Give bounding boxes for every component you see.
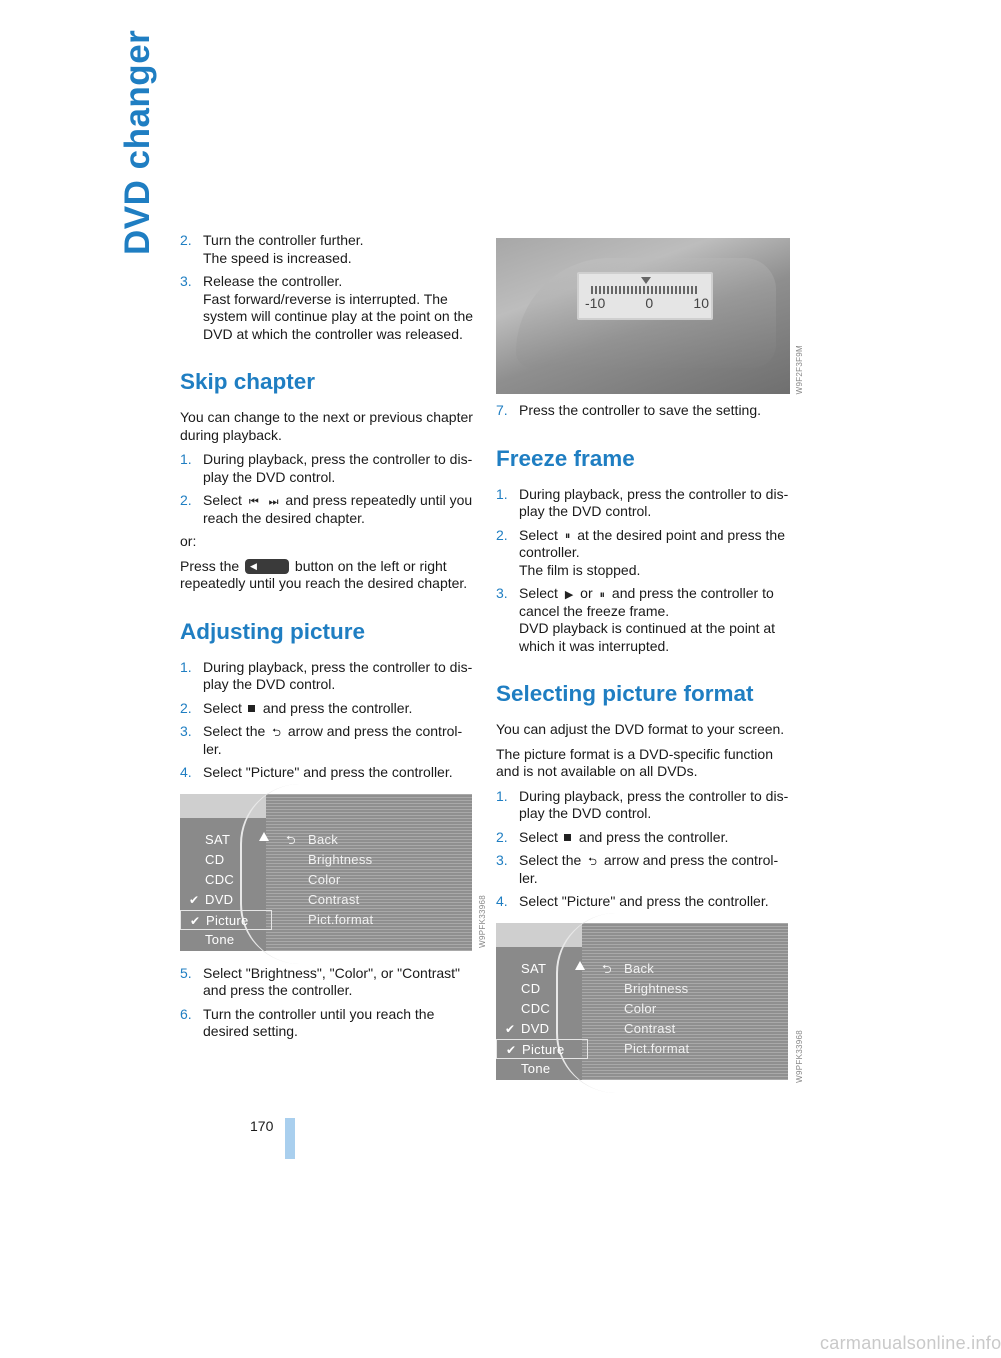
step-number: 6.	[180, 1005, 192, 1022]
step-number: 2.	[180, 699, 192, 716]
image-code-3: W9PFK33968	[795, 1030, 804, 1083]
check-icon: ✔	[505, 1021, 516, 1036]
step-text: Select "Brightness", "Color", or "Contrast" and press the controller.	[203, 964, 461, 998]
page-number-bar	[285, 1118, 295, 1159]
step-number: 7.	[496, 402, 508, 418]
gauge-pointer-icon	[641, 277, 651, 284]
step-text: During playback, press the controller to dis-play the DVD control.	[519, 787, 789, 821]
menu-source-item-dvd	[180, 890, 266, 910]
gauge-max-label: 10	[693, 295, 709, 311]
picture-format-heading: Selecting picture format	[496, 681, 754, 706]
skip-intro: You can change to the next or previous chapter during playback.	[180, 409, 473, 443]
format-intro-2: The picture format is a DVD-specific function and is not available on all DVDs.	[496, 745, 773, 779]
step-number: 2.	[496, 526, 508, 543]
menu-option: Pict.format	[308, 911, 374, 927]
step-text-post: at the desired point and press the controller.	[519, 526, 786, 560]
step-text-pre: Select	[519, 585, 558, 601]
step-number: 1.	[180, 658, 192, 675]
adjust-step-7	[496, 402, 792, 420]
back-arrow-icon: ⮌	[602, 961, 612, 976]
step-text-pre: Select	[519, 828, 558, 845]
menu-source-list	[180, 830, 266, 950]
menu-option-label: Back	[308, 831, 339, 847]
menu-source-list	[496, 959, 582, 1079]
step-text-pre: Select	[519, 526, 558, 543]
menu-option: Brightness	[308, 851, 373, 867]
skip-button-note	[180, 558, 476, 593]
menu-source-item: CDC	[521, 1000, 551, 1016]
menu-source-item: CDC	[205, 871, 235, 887]
step-text-post: arrow and press the control-ler.	[519, 852, 779, 886]
menu-source-item: CD	[205, 851, 225, 867]
gauge-min-label: -10	[585, 295, 606, 311]
section-side-title: DVD changer	[118, 30, 157, 256]
steering-wheel-button-icon: ◀	[245, 559, 289, 574]
press-pre: Press the	[180, 557, 240, 574]
menu-source-item-picture	[496, 1039, 588, 1059]
skip-back-icon: ⏮	[248, 494, 259, 508]
menu-option: Color	[624, 1000, 657, 1016]
step-text-post: arrow and press the control-ler.	[203, 723, 463, 757]
step-number: 2.	[180, 492, 192, 508]
right-column	[496, 402, 792, 1094]
step-text-post: and press repeatedly until you reach the desired chapter.	[203, 492, 473, 526]
step-number: 3.	[496, 852, 508, 868]
gauge-mid-label: 0	[645, 295, 654, 311]
freeze-frame-heading: Freeze frame	[496, 445, 635, 471]
step-subtext: The speed is increased.	[203, 249, 352, 266]
pause-icon: ⏸	[599, 587, 606, 601]
menu-source-label: DVD	[521, 1020, 550, 1036]
menu-option-list	[602, 959, 689, 1059]
step-text-pre: Select the	[519, 852, 582, 868]
adjust-step-3	[180, 723, 476, 758]
step-3-release	[180, 273, 476, 343]
step-number: 1.	[180, 451, 192, 467]
adjust-step-4	[180, 764, 476, 782]
menu-source-label: DVD	[205, 891, 234, 907]
skip-step-1	[180, 451, 476, 486]
freeze-step-3	[496, 585, 792, 655]
gauge-scale	[591, 286, 699, 294]
step-text-mid: or	[580, 585, 593, 601]
step-subtext: Fast forward/reverse is interrupted. The system will continue play at the point on the DVD at which the controller was released.	[203, 290, 474, 342]
menu-source-label: Picture	[206, 912, 249, 928]
skip-forward-icon: ⏭	[268, 494, 279, 508]
step-number: 2.	[496, 828, 508, 845]
picture-menu-screenshot-2	[496, 923, 788, 1080]
menu-source-item: Tone	[521, 1060, 551, 1076]
step-number: 4.	[180, 764, 192, 780]
press-post: button on the left or right repeatedly until you reach the desired chapter.	[180, 557, 468, 591]
step-text-post: and press the controller.	[578, 828, 729, 845]
skip-chapter-heading: Skip chapter	[180, 369, 316, 394]
menu-option: Contrast	[624, 1020, 676, 1036]
step-text: Turn the controller until you reach the desired setting.	[203, 1005, 435, 1039]
menu-source-item: Tone	[205, 931, 235, 947]
adjust-step-6	[180, 1006, 476, 1041]
menu-option-back	[602, 959, 689, 979]
menu-source-item: SAT	[521, 960, 547, 976]
stop-icon	[248, 705, 255, 712]
gauge-labels	[585, 295, 709, 311]
step-number: 1.	[496, 485, 508, 502]
step-text: During playback, press the controller to dis-play the DVD control.	[203, 451, 473, 485]
format-step-4	[496, 893, 792, 911]
step-number: 5.	[180, 964, 192, 981]
play-icon: ▶	[564, 587, 574, 601]
left-column	[180, 232, 476, 1047]
step-number: 2.	[180, 232, 192, 248]
menu-option-list	[286, 830, 373, 930]
skip-or: or:	[180, 533, 197, 549]
menu-source-label: Picture	[522, 1041, 565, 1057]
menu-option: Color	[308, 871, 341, 887]
adjust-step-1	[180, 659, 476, 694]
skip-step-2	[180, 492, 476, 527]
pause-icon: ⏸	[564, 529, 571, 543]
check-icon: ✔	[506, 1042, 517, 1057]
back-arrow-icon: ⮌	[286, 832, 296, 847]
menu-source-item: SAT	[205, 831, 231, 847]
format-intro-1: You can adjust the DVD format to your screen.	[496, 721, 785, 737]
picture-menu-screenshot-1	[180, 794, 472, 951]
menu-option: Brightness	[624, 980, 689, 996]
adjust-step-5	[180, 965, 476, 1000]
step-number: 1.	[496, 787, 508, 804]
back-arrow-icon: ⮌	[272, 725, 281, 739]
menu-option-back	[286, 830, 373, 850]
step-text: Select "Picture" and press the controller.	[203, 764, 453, 780]
step-text-pre: Select	[203, 492, 242, 508]
format-step-3	[496, 852, 792, 887]
menu-source-item: CD	[521, 980, 541, 996]
watermark: carmanualsonline.info	[820, 1333, 1001, 1353]
step-text: During playback, press the controller to dis-play the DVD control.	[203, 658, 473, 692]
image-code-2: W9F2F3F9M	[795, 345, 804, 395]
step-number: 3.	[496, 585, 508, 601]
back-arrow-icon: ⮌	[588, 854, 597, 868]
menu-option: Contrast	[308, 891, 360, 907]
step-text: Turn the controller further.	[203, 232, 364, 248]
step-number: 4.	[496, 893, 508, 909]
step-2-speed	[180, 232, 476, 267]
page-number: 170	[250, 1118, 274, 1134]
menu-option: Pict.format	[624, 1040, 690, 1056]
step-text: Select "Picture" and press the controller.	[519, 893, 769, 909]
step-text-pre: Select the	[203, 723, 266, 739]
step-text-post: and press the controller to cancel the freeze frame.	[519, 585, 774, 619]
step-number: 3.	[180, 723, 192, 739]
brightness-gauge	[577, 272, 713, 320]
menu-option-label: Back	[624, 960, 655, 976]
step-text: During playback, press the controller to dis-play the DVD control.	[519, 485, 789, 519]
step-text-post: and press the controller.	[262, 699, 413, 716]
step-text: Release the controller.	[203, 273, 343, 289]
format-step-1	[496, 788, 792, 823]
step-text-pre: Select	[203, 699, 242, 716]
image-code-1: W9PFK33968	[478, 895, 487, 948]
check-icon: ✔	[190, 913, 201, 928]
step-number: 3.	[180, 273, 192, 289]
freeze-step-1	[496, 486, 792, 521]
brightness-screenshot	[496, 238, 790, 394]
step-subtext: DVD playback is continued at the point at which it was interrupted.	[519, 620, 776, 654]
menu-source-item-picture	[180, 910, 272, 930]
format-step-2	[496, 829, 792, 847]
stop-icon	[564, 834, 571, 841]
adjust-step-2	[180, 700, 476, 718]
step-text: Press the controller to save the setting.	[519, 402, 762, 418]
check-icon: ✔	[189, 892, 200, 907]
adjusting-picture-heading: Adjusting picture	[180, 618, 365, 644]
freeze-step-2	[496, 527, 792, 580]
step-subtext: The film is stopped.	[519, 561, 641, 578]
menu-source-item-dvd	[496, 1019, 582, 1039]
